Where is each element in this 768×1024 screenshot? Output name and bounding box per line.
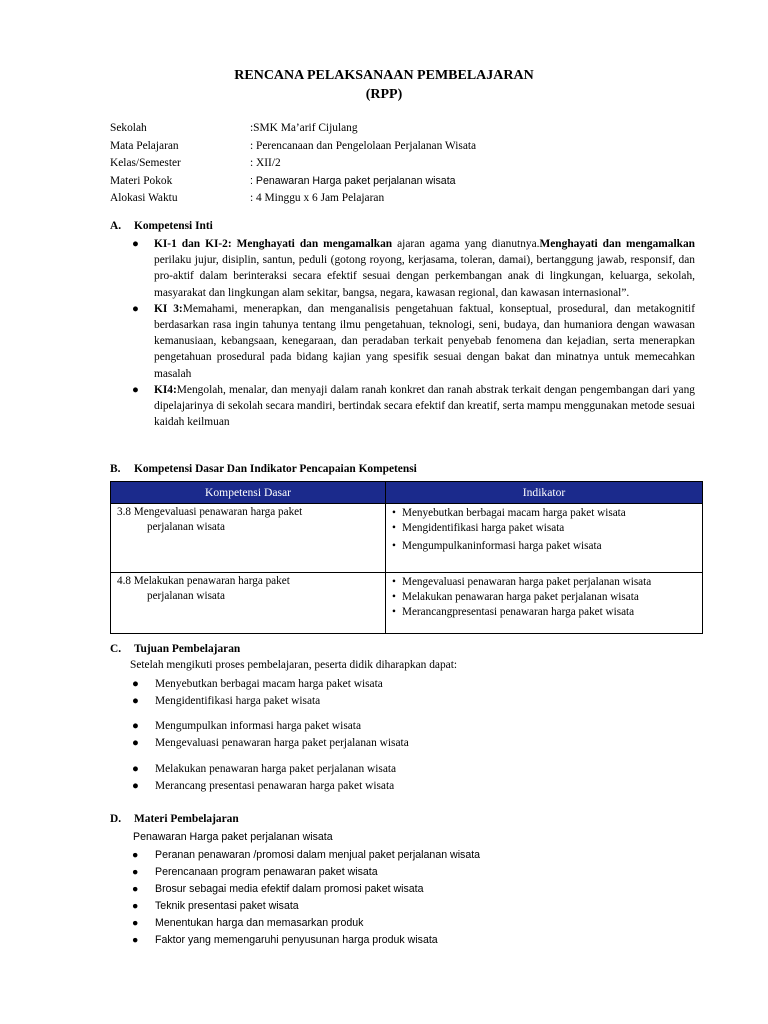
list-item-text: Menentukan harga dan memasarkan produk: [155, 917, 364, 929]
list-item: [130, 864, 480, 881]
learning-objectives-list: [130, 676, 409, 795]
section-title: Materi Pembelajaran: [134, 813, 239, 825]
list-item-text: Teknik presentasi paket wisata: [155, 900, 299, 912]
ki-label: KI 3:: [154, 302, 183, 315]
bullet-icon: •: [392, 576, 396, 588]
section-letter: A.: [110, 220, 122, 232]
ki-emphasis: Menghayati dan mengamalkan: [539, 238, 696, 250]
info-value: : Perencanaan dan Pengelolaan Perjalanan Wisata: [250, 139, 477, 152]
list-item-text: Peranan penawaran /promosi dalam menjual paket perjalanan wisata: [155, 849, 481, 861]
section-title: Kompetensi Dasar Dan Indikator Pencapaian Kompetensi: [134, 463, 417, 475]
bullet-icon: ●: [132, 934, 139, 946]
list-item-text: Menyebutkan berbagai macam harga paket wisata: [155, 678, 383, 690]
bullet-icon: •: [392, 606, 396, 618]
list-item-text: Brosur sebagai media efektif dalam promosi paket wisata: [155, 883, 424, 895]
info-label: Mata Pelajaran: [110, 139, 179, 152]
indicator-item: [392, 506, 696, 521]
ki-label: KI-1 dan KI-2: Menghayati dan mengamalkan: [154, 238, 393, 250]
list-item: [130, 301, 695, 382]
ki-label: KI4:: [154, 383, 177, 396]
list-item: [130, 693, 409, 710]
kd-text: perjalanan wisata: [147, 521, 225, 533]
section-title: Kompetensi Inti: [134, 220, 213, 232]
bullet-icon: ●: [132, 678, 139, 690]
ki-text: Mengolah, menalar, dan menyaji dalam ranah konkret dan ranah abstrak terkait dengan pengembangan dari yang dipelajarinya di sekolah secara mandiri, bertindak secara efektif dan kreatif, serta mampu menggunakan metode sesuai kaidah keilmuan: [154, 383, 695, 429]
kd-text: perjalanan wisata: [147, 590, 225, 602]
bullet-icon: ●: [132, 883, 139, 895]
list-item-text: Mengevaluasi penawaran harga paket perjalanan wisata: [155, 737, 409, 749]
info-label: Alokasi Waktu: [110, 192, 178, 204]
column-header: Kompetensi Dasar: [111, 482, 386, 504]
list-item-text: Merancang presentasi penawaran harga paket wisata: [155, 780, 395, 792]
info-row-class: [110, 155, 710, 173]
section-letter: D.: [110, 813, 122, 825]
bullet-icon: ●: [132, 695, 139, 707]
bullet-icon: ●: [132, 238, 139, 250]
bullet-icon: ●: [132, 763, 139, 775]
info-value: : XII/2: [250, 157, 281, 169]
section-letter: C.: [110, 643, 122, 655]
list-item: [130, 718, 409, 735]
section-letter: B.: [110, 463, 121, 475]
table-row: [111, 573, 703, 634]
list-item-text: Faktor yang memengaruhi penyusunan harga produk wisata: [155, 934, 438, 946]
ki-text: Memahami, menerapkan, dan menganalisis pengetahuan faktual, konseptual, prosedural, dan metakognitif berdasarkan rasa ingin tahunya tentang ilmu pengetahuan, teknologi, seni, budaya, dan humaniora dengan wawasan kemanusiaan, kebangsaan, kenegaraan, dan peradaban terkait penyebab fenomena dan kejadian, serta menerapkan pengetahuan prosedural pada bidang kajian yang spesifik sesuai dengan bakat dan minatnya untuk memecahkan masalah: [154, 302, 695, 380]
bullet-icon: ●: [132, 917, 139, 929]
competence-table: [110, 481, 703, 634]
section-a-heading: [110, 220, 213, 232]
indicator-text: Menyebutkan berbagai macam harga paket wisata: [402, 507, 626, 519]
indicator-text: Mengevaluasi penawaran harga paket perjalanan wisata: [402, 576, 652, 588]
identity-block: [110, 120, 710, 208]
info-row-time: [110, 190, 710, 208]
list-item: [130, 932, 480, 949]
list-item-text: Mengidentifikasi harga paket wisata: [155, 695, 321, 707]
list-item-text: Perencanaan program penawaran paket wisata: [155, 866, 378, 878]
bullet-icon: •: [392, 507, 396, 519]
indicator-item: [392, 539, 696, 554]
info-value: : 4 Minggu x 6 Jam Pelajaran: [250, 192, 385, 204]
bullet-icon: ●: [132, 849, 139, 861]
section-title: Tujuan Pembelajaran: [134, 643, 241, 655]
document-title: RENCANA PELAKSANAAN PEMBELAJARAN: [234, 68, 534, 83]
kd-text: 4.8 Melakukan penawaran harga paket: [117, 575, 290, 587]
table-cell: [386, 504, 703, 573]
info-label: Kelas/Semester: [110, 157, 181, 169]
info-row-school: [110, 120, 710, 138]
indicator-item: [392, 521, 696, 536]
info-value: :SMK Ma’arif Cijulang: [250, 122, 358, 134]
list-item: [130, 761, 409, 778]
section-c-intro: Setelah mengikuti proses pembelajaran, peserta didik diharapkan dapat:: [130, 659, 458, 671]
bullet-icon: ●: [132, 302, 139, 315]
bullet-icon: ●: [132, 900, 139, 912]
section-c-heading: [110, 643, 240, 655]
table-cell: [111, 504, 386, 573]
list-item: [130, 881, 480, 898]
list-item: [130, 236, 695, 301]
list-item: [130, 735, 409, 752]
list-item: [130, 847, 480, 864]
info-row-topic: [110, 173, 710, 191]
indicator-text: Merancangpresentasi penawaran harga paket wisata: [402, 606, 635, 618]
list-item: [130, 676, 409, 693]
list-item: [130, 778, 409, 795]
kd-text: 3.8 Mengevaluasi penawaran harga paket: [117, 506, 303, 518]
bullet-icon: ●: [132, 720, 139, 732]
indicator-item: [392, 590, 696, 605]
indicator-text: Melakukan penawaran harga paket perjalanan wisata: [402, 591, 639, 603]
ki-text: perilaku jujur, disiplin, santun, peduli (gotong royong, kerjasama, toleran, damai), bertanggung jawab, responsif, dan pro-aktif dalam berinteraksi secara efektif sesuai dengan perkembangan anak di lingkungan, keluarga, sekolah, masyarakat dan lingkungan alam sekitar, bangsa, negara, kawasan regional, dan kawasan internasional”.: [154, 254, 695, 299]
list-item: [130, 898, 480, 915]
bullet-icon: ●: [132, 866, 139, 878]
list-item-text: Melakukan penawaran harga paket perjalanan wisata: [155, 763, 397, 775]
bullet-icon: •: [392, 540, 396, 552]
bullet-icon: •: [392, 591, 396, 603]
info-value: : Penawaran Harga paket perjalanan wisata: [250, 174, 456, 187]
bullet-icon: •: [392, 522, 396, 534]
list-item: [130, 915, 480, 932]
indicator-item: [392, 605, 696, 620]
info-label: Materi Pokok: [110, 174, 173, 187]
table-header-row: [111, 482, 703, 504]
section-d-intro: Penawaran Harga paket perjalanan wisata: [133, 831, 333, 843]
learning-materials-list: [130, 847, 480, 949]
table-row: [111, 504, 703, 573]
document-subtitle: (RPP): [365, 87, 403, 102]
info-row-subject: [110, 138, 710, 156]
section-b-heading: [110, 463, 417, 475]
bullet-icon: ●: [132, 383, 139, 396]
indicator-item: [392, 575, 696, 590]
table-cell: [386, 573, 703, 634]
indicator-text: Mengidentifikasi harga paket wisata: [402, 522, 565, 534]
core-competence-list: [130, 236, 695, 430]
section-d-heading: [110, 813, 239, 825]
bullet-icon: ●: [132, 737, 139, 749]
indicator-text: Mengumpulkaninformasi harga paket wisata: [402, 540, 602, 552]
table-cell: [111, 573, 386, 634]
column-header: Indikator: [386, 482, 703, 504]
bullet-icon: ●: [132, 780, 139, 792]
list-item-text: Mengumpulkan informasi harga paket wisata: [155, 720, 362, 732]
ki-text: ajaran agama yang dianutnya.: [392, 238, 540, 250]
list-item: [130, 382, 695, 431]
info-label: Sekolah: [110, 122, 147, 134]
